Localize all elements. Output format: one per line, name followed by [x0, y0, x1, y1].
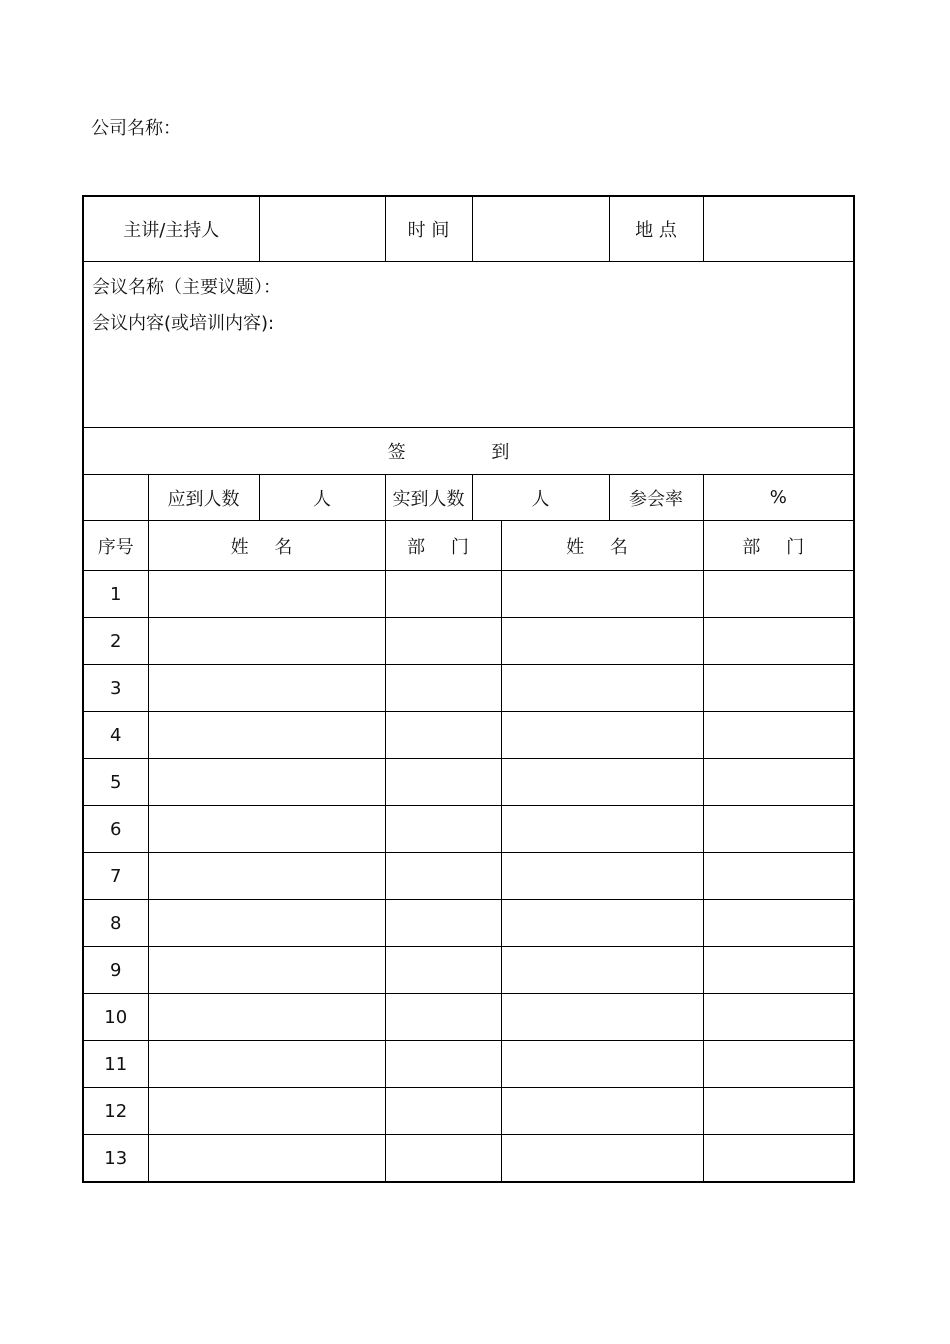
row-name-1[interactable] [148, 1135, 385, 1183]
table-row [83, 618, 854, 665]
table-row [83, 1041, 854, 1088]
row-seq: 11 [83, 1041, 148, 1088]
row-dept-1[interactable] [385, 900, 501, 947]
row-name-2[interactable] [501, 947, 703, 994]
actual-count-label: 实到人数 [385, 475, 472, 521]
row-name-1[interactable] [148, 1041, 385, 1088]
time-label: 时 间 [385, 196, 472, 262]
table-row [83, 1135, 854, 1183]
row-seq: 13 [83, 1135, 148, 1183]
row-name-2[interactable] [501, 994, 703, 1041]
row-name-2[interactable] [501, 665, 703, 712]
row-seq: 3 [83, 665, 148, 712]
row-seq: 2 [83, 618, 148, 665]
company-name-label: 公司名称： [91, 118, 181, 139]
row-name-1[interactable] [148, 853, 385, 900]
row-seq: 6 [83, 806, 148, 853]
row-name-1[interactable] [148, 712, 385, 759]
col-dept-2: 部 门 [703, 521, 854, 571]
table-row [83, 994, 854, 1041]
row-seq: 4 [83, 712, 148, 759]
row-dept-1[interactable] [385, 571, 501, 618]
attendance-rate-label: 参会率 [609, 475, 703, 521]
row-dept-2[interactable] [703, 759, 854, 806]
row-dept-2[interactable] [703, 712, 854, 759]
row-dept-2[interactable] [703, 571, 854, 618]
row-seq: 12 [83, 1088, 148, 1135]
col-name-1: 姓 名 [148, 521, 385, 571]
row-seq: 5 [83, 759, 148, 806]
row-dept-1[interactable] [385, 759, 501, 806]
row-name-2[interactable] [501, 806, 703, 853]
row-dept-1[interactable] [385, 806, 501, 853]
place-label: 地 点 [609, 196, 703, 262]
row-name-1[interactable] [148, 1088, 385, 1135]
host-value[interactable] [259, 196, 385, 262]
host-label: 主讲/主持人 [83, 196, 259, 262]
row-name-1[interactable] [148, 947, 385, 994]
row-dept-2[interactable] [703, 1041, 854, 1088]
row-dept-1[interactable] [385, 853, 501, 900]
row-name-1[interactable] [148, 994, 385, 1041]
row-name-2[interactable] [501, 853, 703, 900]
expected-count-unit[interactable]: 人 [259, 475, 385, 521]
col-dept-1: 部 门 [385, 521, 501, 571]
table-row [83, 947, 854, 994]
attendance-count-row [83, 475, 854, 521]
expected-count-label: 应到人数 [148, 475, 259, 521]
col-name-2: 姓 名 [501, 521, 703, 571]
row-dept-1[interactable] [385, 665, 501, 712]
column-header-row [83, 521, 854, 571]
row-seq: 9 [83, 947, 148, 994]
row-dept-1[interactable] [385, 1088, 501, 1135]
actual-count-unit[interactable]: 人 [472, 475, 609, 521]
topic-cell[interactable] [83, 262, 854, 428]
row-dept-2[interactable] [703, 900, 854, 947]
row-dept-2[interactable] [703, 806, 854, 853]
row-dept-1[interactable] [385, 618, 501, 665]
meeting-name-label: 会议名称（主要议题）： [92, 277, 281, 298]
row-name-2[interactable] [501, 618, 703, 665]
header-row [83, 196, 854, 262]
row-name-2[interactable] [501, 712, 703, 759]
row-name-1[interactable] [148, 759, 385, 806]
row-dept-2[interactable] [703, 994, 854, 1041]
signin-title-row [83, 428, 854, 475]
row-name-2[interactable] [501, 1135, 703, 1183]
row-name-1[interactable] [148, 571, 385, 618]
row-dept-2[interactable] [703, 853, 854, 900]
table-row [83, 712, 854, 759]
meeting-signin-form [82, 195, 855, 1183]
attendance-rate-unit[interactable]: % [703, 475, 854, 521]
row-name-2[interactable] [501, 759, 703, 806]
table-row [83, 1088, 854, 1135]
count-blank-cell [83, 475, 148, 521]
table-row [83, 806, 854, 853]
row-dept-2[interactable] [703, 1088, 854, 1135]
row-seq: 7 [83, 853, 148, 900]
row-dept-2[interactable] [703, 947, 854, 994]
table-row [83, 759, 854, 806]
row-dept-2[interactable] [703, 1135, 854, 1183]
row-name-1[interactable] [148, 900, 385, 947]
col-seq: 序号 [83, 521, 148, 571]
row-dept-1[interactable] [385, 1041, 501, 1088]
table-row [83, 900, 854, 947]
signin-rows [83, 571, 854, 1183]
place-value[interactable] [703, 196, 854, 262]
row-dept-2[interactable] [703, 665, 854, 712]
meeting-content-label: 会议内容(或培训内容): [92, 313, 275, 334]
row-dept-1[interactable] [385, 712, 501, 759]
topic-row [83, 262, 854, 428]
row-dept-1[interactable] [385, 947, 501, 994]
row-dept-1[interactable] [385, 994, 501, 1041]
row-name-1[interactable] [148, 618, 385, 665]
row-name-1[interactable] [148, 665, 385, 712]
table-row [83, 571, 854, 618]
row-seq: 10 [83, 994, 148, 1041]
row-dept-2[interactable] [703, 618, 854, 665]
table-row [83, 853, 854, 900]
row-dept-1[interactable] [385, 1135, 501, 1183]
row-seq: 1 [83, 571, 148, 618]
row-name-2[interactable] [501, 900, 703, 947]
row-name-1[interactable] [148, 806, 385, 853]
row-name-2[interactable] [501, 1088, 703, 1135]
time-value[interactable] [472, 196, 609, 262]
row-name-2[interactable] [501, 571, 703, 618]
row-seq: 8 [83, 900, 148, 947]
row-name-2[interactable] [501, 1041, 703, 1088]
table-row [83, 665, 854, 712]
signin-title: 签 到 [83, 428, 854, 475]
